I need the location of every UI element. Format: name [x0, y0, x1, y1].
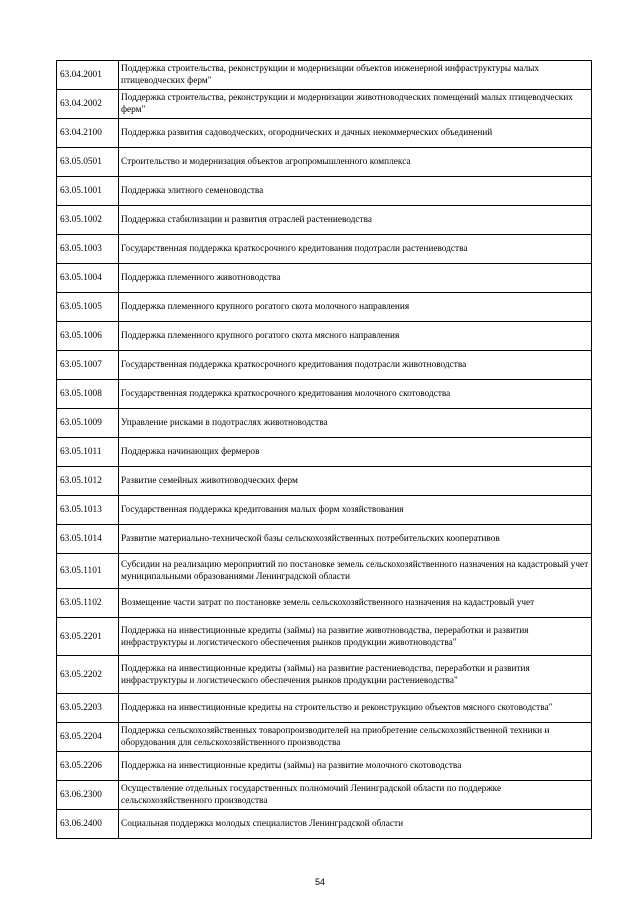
- row-code: 63.05.1005: [57, 293, 119, 322]
- row-name: Строительство и модернизация объектов агропромышленного комплекса: [119, 148, 592, 177]
- table-row: [57, 409, 592, 438]
- row-code: 63.05.2203: [57, 694, 119, 723]
- row-code: 63.05.2204: [57, 723, 119, 752]
- row-name: Развитие семейных животноводческих ферм: [119, 467, 592, 496]
- row-name: Поддержка племенного крупного рогатого скота молочного направления: [119, 293, 592, 322]
- row-code: 63.05.1007: [57, 351, 119, 380]
- row-code: 63.04.2002: [57, 90, 119, 119]
- row-name: Государственная поддержка краткосрочного кредитования молочного скотоводства: [119, 380, 592, 409]
- row-name: Поддержка на инвестиционные кредиты (займы) на развитие растениеводства, переработки и развития инфраструктуры и логистического обеспечения рынков продукции растениеводства": [119, 656, 592, 694]
- table-row: [57, 694, 592, 723]
- table-row: [57, 119, 592, 148]
- row-code: 63.05.1008: [57, 380, 119, 409]
- row-code: 63.06.2400: [57, 810, 119, 839]
- table-row: [57, 177, 592, 206]
- row-code: 63.05.1004: [57, 264, 119, 293]
- row-code: 63.05.0501: [57, 148, 119, 177]
- row-code: 63.05.2201: [57, 618, 119, 656]
- table-row: [57, 589, 592, 618]
- row-code: 63.04.2001: [57, 61, 119, 90]
- row-name: Возмещение части затрат по постановке земель сельскохозяйственного назначения на кадастровый учет: [119, 589, 592, 618]
- row-name: Социальная поддержка молодых специалистов Ленинградской области: [119, 810, 592, 839]
- table-row: [57, 554, 592, 589]
- row-code: 63.05.1012: [57, 467, 119, 496]
- budget-classification-table: [56, 60, 592, 839]
- table-row: [57, 293, 592, 322]
- table-row: [57, 723, 592, 752]
- row-name: Развитие материально-технической базы сельскохозяйственных потребительских кооперативов: [119, 525, 592, 554]
- table-row: [57, 235, 592, 264]
- row-name: Поддержка стабилизации и развития отраслей растениеводства: [119, 206, 592, 235]
- table-row: [57, 752, 592, 781]
- row-name: Поддержка племенного животноводства: [119, 264, 592, 293]
- row-code: 63.05.1002: [57, 206, 119, 235]
- row-name: Управление рисками в подотраслях животноводства: [119, 409, 592, 438]
- table-row: [57, 206, 592, 235]
- row-name: Поддержка развития садоводческих, огороднических и дачных некоммерческих объединений: [119, 119, 592, 148]
- row-name: Поддержка строительства, реконструкции и модернизации объектов инженерной инфраструктуры малых птицеводческих ферм": [119, 61, 592, 90]
- row-name: Поддержка на инвестиционные кредиты (займы) на развитие молочного скотоводства: [119, 752, 592, 781]
- row-name: Осуществление отдельных государственных полномочий Ленинградской области по поддержке сельскохозяйственного производства: [119, 781, 592, 810]
- row-name: Государственная поддержка краткосрочного кредитования подотрасли растениеводства: [119, 235, 592, 264]
- row-code: 63.05.1013: [57, 496, 119, 525]
- table-row: [57, 61, 592, 90]
- row-code: 63.05.1009: [57, 409, 119, 438]
- row-name: Поддержка начинающих фермеров: [119, 438, 592, 467]
- row-name: Поддержка на инвестиционные кредиты на строительство и реконструкцию объектов мясного скотоводства": [119, 694, 592, 723]
- row-name: Государственная поддержка кредитования малых форм хозяйствования: [119, 496, 592, 525]
- table-row: [57, 148, 592, 177]
- row-code: 63.05.1011: [57, 438, 119, 467]
- table-row: [57, 438, 592, 467]
- table-row: [57, 525, 592, 554]
- row-name: Поддержка строительства, реконструкции и модернизации животноводческих помещений малых птицеводческих ферм": [119, 90, 592, 119]
- row-name: Субсидии на реализацию мероприятий по постановке земель сельскохозяйственного назначения на кадастровый учет муниципальными образованиями Ленинградской области: [119, 554, 592, 589]
- row-name: Поддержка племенного крупного рогатого скота мясного направления: [119, 322, 592, 351]
- row-name: Поддержка элитного семеноводства: [119, 177, 592, 206]
- table-row: [57, 380, 592, 409]
- page-number: 54: [314, 877, 325, 887]
- row-code: 63.05.1006: [57, 322, 119, 351]
- row-code: 63.05.2202: [57, 656, 119, 694]
- row-code: 63.05.1001: [57, 177, 119, 206]
- table-row: [57, 351, 592, 380]
- row-name: Поддержка сельскохозяйственных товаропроизводителей на приобретение сельскохозяйственной техники и оборудования для сельскохозяйственного производства: [119, 723, 592, 752]
- row-code: 63.05.1014: [57, 525, 119, 554]
- row-code: 63.05.1102: [57, 589, 119, 618]
- table-row: [57, 810, 592, 839]
- table-row: [57, 656, 592, 694]
- table-row: [57, 467, 592, 496]
- row-name: Поддержка на инвестиционные кредиты (займы) на развитие животноводства, переработки и развития инфраструктуры и логистического обеспечения рынков продукции животноводства": [119, 618, 592, 656]
- row-name: Государственная поддержка краткосрочного кредитования подотрасли животноводства: [119, 351, 592, 380]
- row-code: 63.05.1003: [57, 235, 119, 264]
- table-row: [57, 496, 592, 525]
- row-code: 63.05.2206: [57, 752, 119, 781]
- table-row: [57, 90, 592, 119]
- row-code: 63.05.1101: [57, 554, 119, 589]
- table-body: [57, 61, 592, 839]
- table-row: [57, 618, 592, 656]
- table-row: [57, 322, 592, 351]
- table-row: [57, 781, 592, 810]
- row-code: 63.06.2300: [57, 781, 119, 810]
- row-code: 63.04.2100: [57, 119, 119, 148]
- table-row: [57, 264, 592, 293]
